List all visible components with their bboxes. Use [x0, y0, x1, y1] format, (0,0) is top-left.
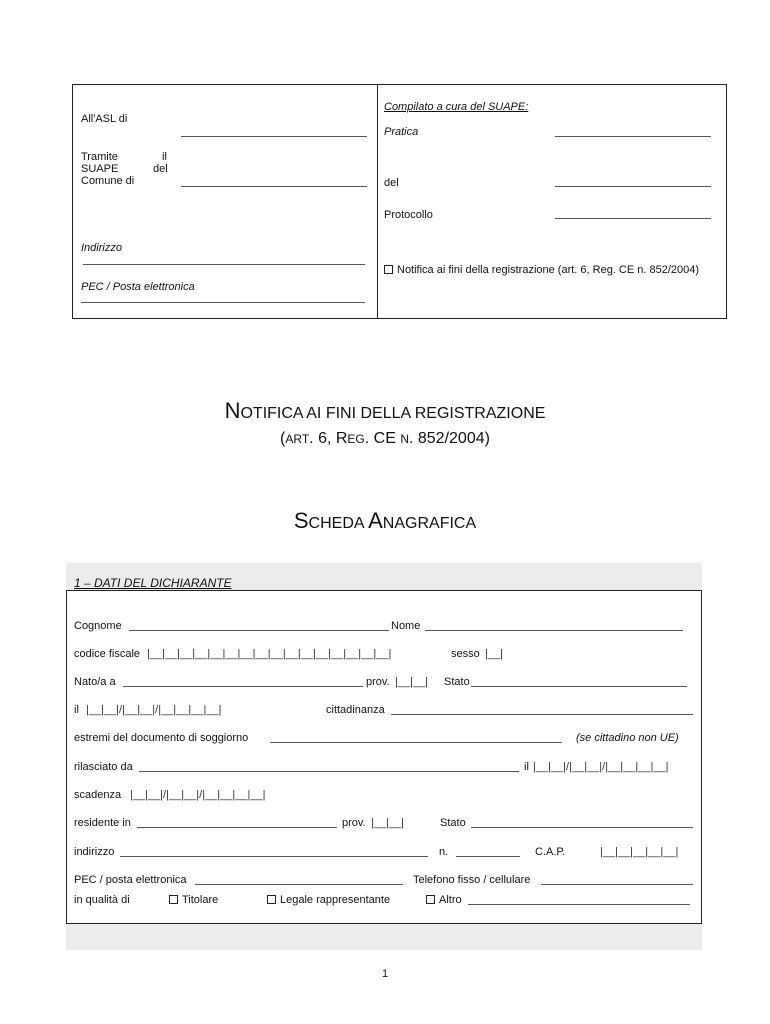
tramite-label-2: SUAPE — [81, 163, 119, 175]
nascita-date-boxes[interactable]: |__|__|/|__|__|/|__|__|__|__| — [86, 704, 222, 716]
residente-prov-label: prov. — [342, 817, 366, 829]
titolare-label: Titolare — [182, 894, 219, 906]
compilato-label: Compilato a cura del SUAPE: — [384, 101, 529, 113]
protocollo-field[interactable] — [555, 209, 711, 219]
rilasciato-field[interactable] — [139, 762, 519, 772]
notifica-checkbox[interactable] — [384, 265, 393, 274]
altro-field[interactable] — [468, 895, 690, 905]
title-rest: OTIFICA AI FINI DELLA REGISTRAZIONE — [240, 405, 546, 422]
pratica-label: Pratica — [384, 126, 419, 138]
header-box-divider — [377, 85, 378, 318]
numero-label: n. — [439, 846, 449, 858]
legale-option[interactable] — [267, 894, 390, 906]
prov-label: prov. — [366, 676, 390, 688]
tramite-label-1: Tramite — [81, 151, 118, 163]
titolare-checkbox[interactable] — [169, 895, 178, 904]
indirizzo-field[interactable] — [83, 255, 365, 265]
nome-field[interactable] — [425, 621, 683, 631]
reg-part-1: ( — [280, 430, 286, 447]
residente-stato-label: Stato — [440, 817, 466, 829]
scadenza-date-boxes[interactable]: |__|__|/|__|__|/|__|__|__|__| — [130, 789, 266, 801]
titolare-option[interactable] — [169, 894, 218, 906]
reg-part-3: . 6, R — [309, 430, 348, 447]
residente-stato-field[interactable] — [471, 818, 693, 828]
indirizzo-label: Indirizzo — [81, 242, 122, 254]
dichiarante-form — [66, 590, 702, 924]
residente-prov-boxes[interactable]: |__|__| — [371, 817, 405, 829]
pratica-field[interactable] — [555, 127, 711, 137]
comune-label: Comune di — [81, 175, 135, 187]
nome-label: Nome — [391, 620, 421, 632]
tramite-label-1b: il — [162, 151, 167, 163]
se-cittadino-note: (se cittadino non UE) — [576, 732, 679, 744]
notifica-checkbox-row[interactable] — [384, 264, 699, 276]
pec-label: PEC / Posta elettronica — [81, 281, 195, 293]
cognome-field[interactable] — [129, 621, 389, 631]
stato-label: Stato — [444, 676, 470, 688]
reg-part-4: EG — [347, 432, 365, 446]
rilasciato-il-label: il — [524, 761, 529, 773]
cittadinanza-label: cittadinanza — [326, 704, 385, 716]
residente-field[interactable] — [137, 818, 337, 828]
pec-field[interactable] — [195, 875, 403, 885]
nato-field[interactable] — [123, 677, 363, 687]
sesso-label: sesso — [451, 648, 480, 660]
indirizzo-label: indirizzo — [74, 846, 115, 858]
rilasciato-date-boxes[interactable]: |__|__|/|__|__|/|__|__|__|__| — [533, 761, 669, 773]
pec-field[interactable] — [81, 293, 365, 303]
in-qualita-label: in qualità di — [74, 894, 130, 906]
comune-field[interactable] — [181, 177, 367, 187]
numero-field[interactable] — [456, 847, 520, 857]
pec-label: PEC / posta elettronica — [74, 874, 187, 886]
scheda-rest-2: NAGRAFICA — [382, 515, 477, 532]
telefono-label: Telefono fisso / cellulare — [413, 874, 531, 886]
sesso-box[interactable]: |__| — [485, 648, 503, 660]
estremi-field[interactable] — [270, 733, 562, 743]
title-initial: N — [224, 398, 241, 423]
page-number: 1 — [381, 968, 389, 980]
section-header: 1 – DATI DEL DICHIARANTE — [74, 576, 232, 590]
rilasciato-label: rilasciato da — [74, 761, 133, 773]
scadenza-label: scadenza — [74, 789, 122, 801]
del-label: del — [384, 177, 399, 189]
tramite-label-2b: del — [153, 163, 168, 175]
altro-checkbox[interactable] — [426, 895, 435, 904]
residente-label: residente in — [74, 817, 131, 829]
legale-checkbox[interactable] — [267, 895, 276, 904]
notifica-checkbox-label: Notifica ai fini della registrazione (art. 6, Reg. CE n. 852/2004) — [397, 264, 700, 276]
header-box — [72, 84, 727, 319]
reg-part-7: . 852/2004) — [408, 430, 490, 447]
del-field[interactable] — [555, 177, 711, 187]
indirizzo-field[interactable] — [120, 847, 428, 857]
scheda-title — [0, 508, 770, 534]
codice-fiscale-boxes[interactable]: |__|__|__|__|__|__|__|__|__|__|__|__|__|__|__|__| — [147, 648, 392, 660]
scheda-rest-1: CHEDA — [308, 515, 369, 532]
asl-field[interactable] — [181, 127, 367, 137]
estremi-label: estremi del documento di soggiorno — [74, 732, 249, 744]
codice-fiscale-label: codice fiscale — [74, 648, 141, 660]
cognome-label: Cognome — [74, 620, 122, 632]
nato-prov-boxes[interactable]: |__|__| — [395, 676, 429, 688]
telefono-field[interactable] — [541, 875, 693, 885]
nato-label: Nato/a a — [74, 676, 116, 688]
nato-stato-field[interactable] — [471, 677, 687, 687]
page-title — [0, 398, 770, 424]
scheda-initial-1: S — [293, 508, 309, 533]
reg-part-5: . CE — [364, 430, 401, 447]
reg-part-2: ART — [285, 432, 310, 446]
il-label: il — [74, 704, 79, 716]
asl-label: All'ASL di — [81, 113, 128, 125]
page-subtitle-reg — [0, 430, 770, 448]
altro-label: Altro — [439, 894, 462, 906]
cittadinanza-field[interactable] — [391, 705, 693, 715]
legale-label: Legale rappresentante — [280, 894, 391, 906]
altro-option[interactable] — [426, 894, 462, 906]
reg-part-6: N — [400, 432, 409, 446]
scheda-initial-2: A — [368, 508, 383, 533]
cap-boxes[interactable]: |__|__|__|__|__| — [600, 846, 679, 858]
cap-label: C.A.P. — [535, 846, 566, 858]
protocollo-label: Protocollo — [384, 209, 433, 221]
